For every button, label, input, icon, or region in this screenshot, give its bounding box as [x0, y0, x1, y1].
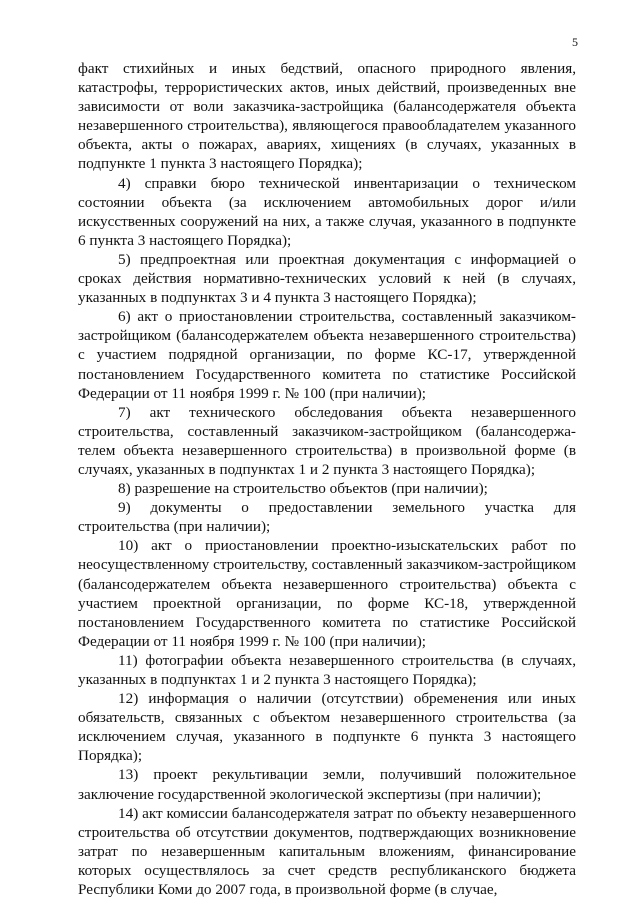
- paragraph-item-8: 8) разрешение на строительство объектов (при наличии);: [118, 480, 488, 498]
- paragraph-item-5: 5) предпроектная или проектная документация с информацией о сроках действия нормативно-технических условий к ней (в случаях, указанных в подпунктах 3 и 4 пункта 3 настоящего Порядка);: [78, 250, 576, 307]
- paragraph-item-11: 11) фотографии объекта незавершенного строительства (в случаях, указанных в подпунктах 1 и 2 пункта 3 настоящего Порядка);: [78, 651, 576, 688]
- paragraph-item-7: 7) акт технического обследования объекта незавершенного строительства, составленный заказчиком-застройщиком (балансодержа-телем объекта незавершенного строительства) в произвольной форме (в случаях, указанных в подпунктах 1 и 2 пункта 3 настоящего Порядка);: [78, 403, 576, 478]
- paragraph-item-6: 6) акт о приостановлении строительства, составленный заказчиком-застройщиком (балансодержателем объекта незавершенного строительства) с участием подрядной организации, по форме КС-17, утвержденной постановлением Государственного комитета по статистике Российской Федерации от 11 ноября 1999 г. № 100 (при наличии);: [78, 308, 576, 402]
- paragraph-continuation: факт стихийных и иных бедствий, опасного природного явления, катастрофы, террористических актов, иных действий, произведенных вне зависимости от воли заказчика-застройщика (балансодержателя объекта незавершенного строительства), являющегося правообладателем указанного объекта, акты о пожарах, авариях, хищениях (в случаях, указанных в подпункте 1 пункта 3 настоящего Порядка);: [78, 60, 576, 173]
- page-number: 5: [572, 35, 578, 49]
- paragraph-item-13: 13) проект рекультивации земли, получивший положительное заключение государственной экологической экспертизы (при наличии);: [78, 766, 576, 803]
- paragraph-item-12: 12) информация о наличии (отсутствии) обременения или иных обязательств, связанных с объектом незавершенного строительства (за исключением случая, указанного в подпункте 6 пункта 3 настоящего Порядка);: [78, 690, 576, 765]
- paragraph-item-9: 9) документы о предоставлении земельного участка для строительства (при наличии);: [78, 499, 576, 536]
- paragraph-item-4: 4) справки бюро технической инвентаризации о техническом состоянии объекта (за исключением автомобильных дорог и/или искусственных сооружений на них, а также случая, указанного в подпункте 6 пункта 3 настоящего Порядка);: [78, 174, 576, 249]
- paragraph-item-10: 10) акт о приостановлении проектно-изыскательских работ по неосуществленному строительству, составленный заказчиком-застройщиком (балансодержателем объекта незавершенного строительства) объекта с участием проектной организации, по форме КС-18, утвержденной постановлением Государственного комитета по статистике Российской Федерации от 11 ноября 1999 г. № 100 (при наличии);: [78, 537, 576, 650]
- paragraph-item-14: 14) акт комиссии балансодержателя затрат по объекту незавершенного строительства об отсутствии документов, подтверждающих возникновение затрат по незавершенным капитальным вложениям, финансирование которых осуществлялось за счет средств республиканского бюджета Республики Коми до 2007 года, в произвольной форме (в случае,: [78, 804, 576, 899]
- document-body: [78, 59, 576, 899]
